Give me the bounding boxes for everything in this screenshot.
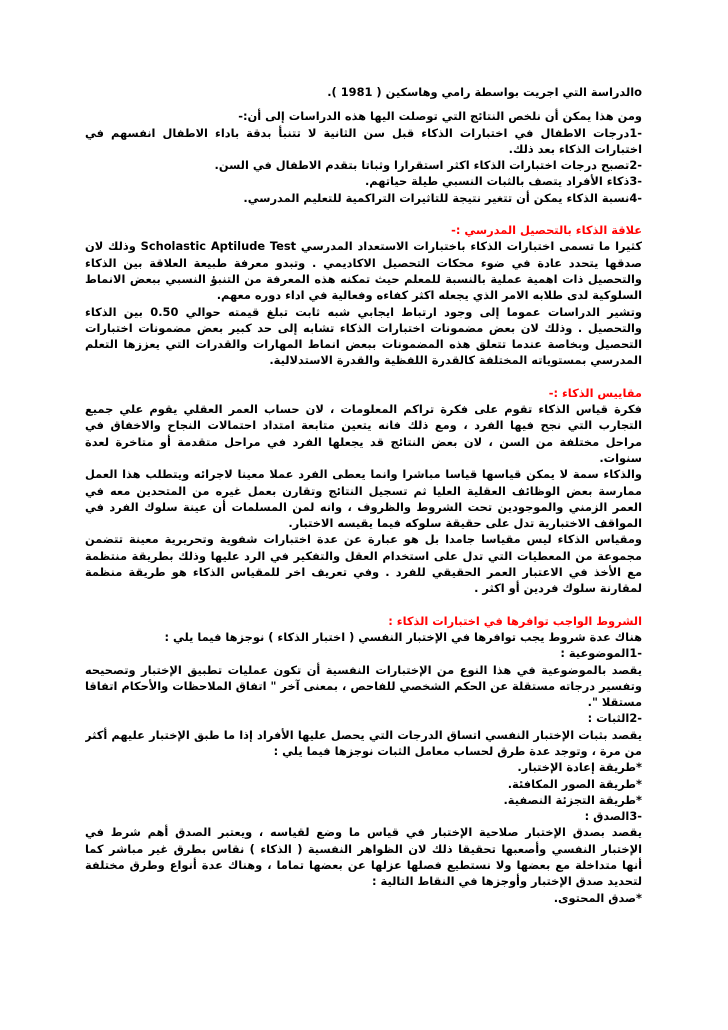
reliability-method: *طريقة الصور المكافئة. [507, 776, 642, 791]
reliability-method: *طريقة إعادة الإختبار. [517, 760, 642, 775]
validity-method: *صدق المحتوى. [553, 890, 642, 905]
reliability-title: -2الثبات : [587, 711, 642, 726]
summary-point: -3ذكاء الأفراد يتصف بالثبات النسبي طيلة حياتهم. [364, 174, 642, 189]
objectivity-title: -1الموضوعية : [560, 646, 642, 661]
measures-paragraph: فكرة قياس الذكاء تقوم على فكرة تراكم المعلومات ، لان حساب العمر العقلي يقوم علي جميع التجارب التي نجح فيها الفرد ، ومع ذلك فانه يتعين متابعة امتداد احتمالات النجاح والاخفاق في مراحل مختلفة من السن ، لان بعض النتائج قد يجعلها الفرد في مراحل متقدمة أو متاخرة لعدة سنوات. [85, 402, 642, 465]
document-page [85, 84, 642, 944]
summary-point: -4نسبة الذكاء يمكن أن تتغير نتيجة للتاثيرات التراكمية للتعليم المدرسي. [243, 190, 642, 205]
summary-point: -2تصبح درجات اختبارات الذكاء اكثر استقرارا وثباتا بتقدم الاطفال في السن. [214, 158, 642, 173]
achievement-paragraph: وتشير الدراسات عموما إلى وجود ارتباط ايجابي شبه ثابت تبلغ قيمته حوالي 0.50 بين الذكاء والتحصيل . وذلك لان بعض مضمونات اختبارات الذكاء تشابه إلى حد كبير بعض مضمونات اختبارات التحصيل وبخاصة عندما تتعلق هذه المضمونات ببعض انماط المهارات والقدرات التي يعززها التعلم المدرسي بمستوياته المختلفة كالقدرة اللفظية والقدرة الاستدلالية. [85, 304, 642, 368]
achievement-paragraph: كثيرا ما تسمى اختبارات الذكاء باختبارات الاستعداد المدرسي Scholastic Aptilude Test وذلك لان صدقها يتحدد عادة في ضوء محكات التحصيل الاكاديمي . وتبدو معرفة طبيعة العلاقة بين الذكاء والتحصيل ذات اهمية عملية بالنسبة للمعلم حيث تمكنه هذه المعرفة من التنبؤ النسبي ببعض الانماط السلوكية لدى طلابه الامر الذي يجعله اكثر كفاءه وفعالية في اداء دوره معهم. [85, 239, 642, 303]
summary-point: -1درجات الاطفال في اختبارات الذكاء قبل سن الثانية لا تتنبأ بدقة باداء الاطفال انفسهم في اختبارات الذكاء بعد ذلك. [85, 125, 642, 156]
spacer [85, 597, 642, 613]
section-heading-conditions: الشروط الواجب توافرها في اختبارات الذكاء : [388, 613, 642, 628]
spacer [85, 100, 642, 108]
validity-text: يقصد بصدق الإختبار صلاحية الإختبار في قياس ما وضع لقياسه ، ويعتبر الصدق أهم شرط في الإختبار النفسي وأصعبها تحقيقا ذلك لان الظواهر النفسية ( الذكاء ) نقاس بطرق غير مباشر كما أنها متداخلة مع بعضها ولا نستطيع فصلها عزلها عن بعضها تماما ، وهناك عدة أنواع وطرق مختلفة لتحديد صدق الإختبار وأوجزها في النقاط التالية : [85, 825, 642, 889]
measures-paragraph: ومقياس الذكاء ليس مقياسا جامدا بل هو عبارة عن عدة اختبارات شفوية وتحريرية معينة تتضمن مجموعة من المعطيات التي تدل على استخدام العقل والتفكير في الرد عليها وذلك بطريقة منتظمة مع الأخذ في الاعتبار العمر الحقيقي للفرد . وفي تعريف اخر للمقياس الذكاء هو طريقة منظمة لمقارنة سلوك فردين أو اكثر . [85, 532, 642, 596]
validity-title: -3الصدق : [584, 809, 642, 824]
reliability-method: *طريقة التجزئة النصفية. [503, 792, 642, 807]
reliability-text: يقصد بثبات الإختبار النفسي اتساق الدرجات التي يحصل عليها الأفراد إذا ما طبق الإختبار عليهم أكثر من مرة ، وتوجد عدة طرق لحساب معامل الثبات نوجزها فيما يلي : [85, 727, 642, 758]
study-line: oالدراسة التي اجريت بواسطة رامي وهاسكين ( 1981 ). [327, 85, 642, 99]
objectivity-text: يقصد بالموضوعية في هذا النوع من الإختبارات النفسية أن تكون عمليات تطبيق الإختبار وتصحيحه وتفسير درجاته مستقلة عن الحكم الشخصي للفاحص ، بمعنى آخر " اتفاق الملاحظات والأحكام اتفاقا مستقلا ". [85, 662, 642, 710]
conditions-intro: هناك عدة شروط يجب توافرها في الإختبار النفسي ( اختبار الذكاء ) نوجزها فيما يلي : [164, 629, 642, 644]
measures-paragraph: والذكاء سمة لا يمكن قياسها قياسا مباشرا وانما يعطى الفرد عملا معينا لاجرائه ويتطلب هذا العمل ممارسة بعض الوظائف العقلية العليا ثم تسجيل النتائج وتقارن بعمل غيره من المتحدين معه في العمر الزمني والموجودين تحت الشروط والظروف ، وانه لمن المسلمات أن عينة سلوك الفرد في المواقف الاختبارية تدل على حقيقة سلوكه فيما يقيسه الاختبار. [85, 467, 642, 531]
spacer [85, 206, 642, 222]
section-heading-achievement: علاقة الذكاء بالتحصيل المدرسي :- [451, 223, 642, 238]
spacer [85, 369, 642, 385]
summary-line: ومن هذا يمكن أن نلخص النتائج التي توصلت اليها هذه الدراسات إلى أن:- [238, 109, 642, 124]
section-heading-measures: مقاييس الذكاء :- [548, 385, 642, 400]
